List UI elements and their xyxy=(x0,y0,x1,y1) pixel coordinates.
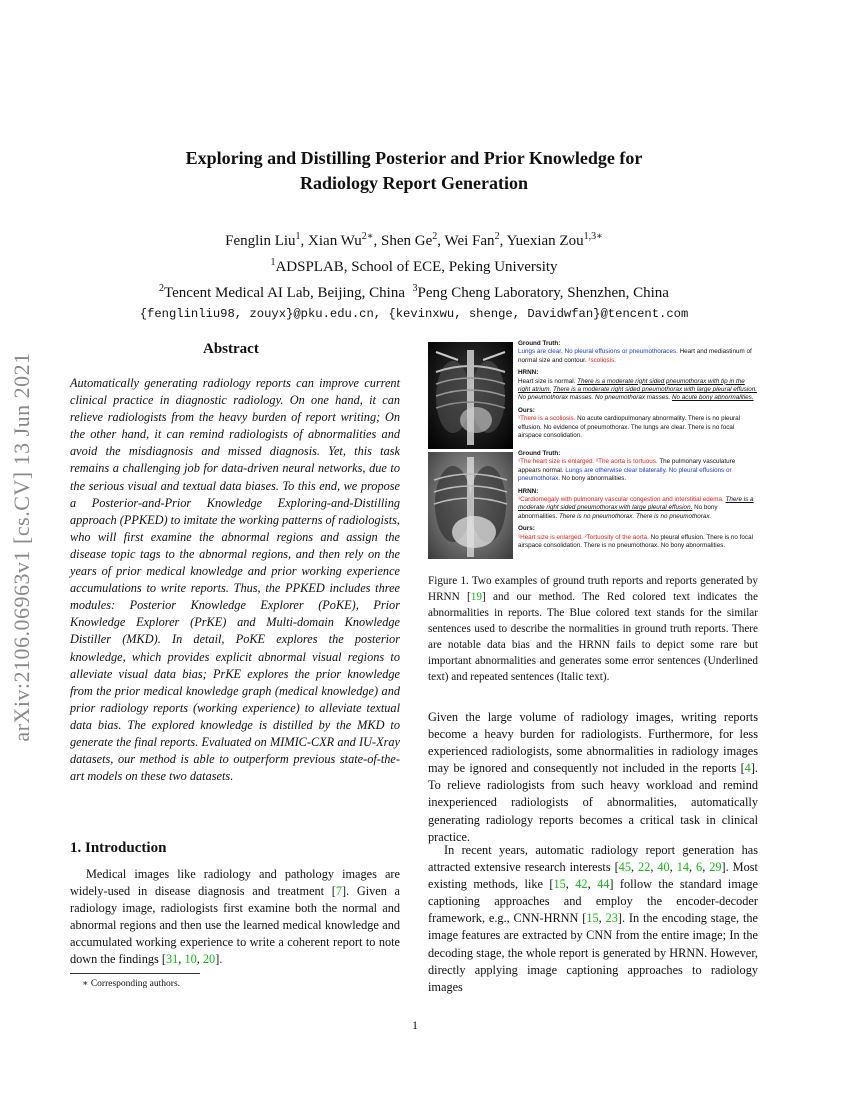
affiliation xyxy=(80,252,748,278)
paper-title xyxy=(120,146,708,196)
body-paragraph: In recent years, automatic radiology report generation has attracted extensive research interests [45, 22, 40, 14, 6, 29]. Most existing methods, like [15, 42, 44] follow the standard image captioning approaches and employ the encoder-decoder framework, e.g., CNN-HRNN [15, 23]. In the encoding stage, the image features are extracted by CNN from the entire image; In the decoding stage, the whole report is generated by HRNN. However, directly applying image captioning approaches to radiology images xyxy=(428,843,758,994)
normal-sentence: No pleural effusions or pneumothoraces. xyxy=(564,348,678,356)
report-label: Ground Truth: xyxy=(518,340,561,347)
citation-link[interactable]: 14 xyxy=(676,860,689,875)
affil-sup: 1 xyxy=(270,257,276,268)
citation-link[interactable]: 6 xyxy=(696,860,703,875)
author-name: Fenglin Liu xyxy=(225,233,296,249)
title-line: Exploring and Distilling Posterior and Prior Knowledge for xyxy=(185,148,643,168)
repeated-sentence: No pneumothorax masses. No pneumothorax masses. xyxy=(518,394,671,402)
text-span: ] follow the standard image captioning approaches and employ the encoder-decoder framework, e.g., CNN-HRNN [ xyxy=(428,877,758,926)
error-sentence: There is a moderate right sided pneumothorax with large pleural effusion. xyxy=(518,496,754,512)
citation-link[interactable]: 45 xyxy=(618,860,631,875)
error-sentence: No acute bony abnormalities. xyxy=(672,394,754,402)
affil-sup: 3 xyxy=(412,283,418,294)
repeated-sentence: There is no pneumothorax. There is no pneumothorax. xyxy=(558,512,712,520)
affiliation-text: ADSPLAB, School of ECE, Peking University xyxy=(275,259,558,275)
report-label: HRNN: xyxy=(518,369,539,377)
citation-link[interactable]: 42 xyxy=(575,877,588,892)
text-span: ]. In the encoding stage, the image features are extracted by CNN from the entire image; In the decoding stage, the whole report is generated by HRNN. However, directly applying image captioning approaches to radiology images xyxy=(428,911,758,994)
example-2-reports xyxy=(518,450,758,550)
text-span: In recent years, automatic radiology report generation has attracted extensive research interests [ xyxy=(428,843,758,875)
citation-link[interactable]: 10 xyxy=(184,952,197,967)
abnormal-sentence: ¹Cardiomegaly with pulmonary vascular congestion and interstitial edema. xyxy=(518,496,724,504)
author-affil-sup: 2∗ xyxy=(361,231,374,242)
author-affil-sup: 1 xyxy=(295,231,301,242)
abnormal-sentence: ¹The heart size is enlarged. xyxy=(518,458,595,466)
citation-link[interactable]: 4 xyxy=(744,761,751,776)
report-label: Ground Truth: xyxy=(518,450,561,457)
title-line: Radiology Report Generation xyxy=(300,173,528,193)
citation-link[interactable]: 7 xyxy=(335,884,342,899)
normal-sentence: Lungs are otherwise clear bilaterally. No pleural effusions or pneumothorax. xyxy=(518,466,732,483)
abnormal-sentence: ¹scoliosis. xyxy=(588,356,617,364)
normal-sentence: Lungs are clear. xyxy=(518,348,563,356)
report-text: No bony abnormalities. xyxy=(561,475,627,483)
report-text: Heart size is normal. xyxy=(518,377,576,385)
citation-link[interactable]: 20 xyxy=(202,952,216,967)
author-list: Fenglin Liu$^1$, Xian $Wu^{2∗}$, Shen Ge$^2$, Wei Fan$^2$, Yuexian Zou$^{1,3∗}$ xyxy=(225,231,603,249)
text-span: ]. xyxy=(215,952,223,967)
author-name: Yuexian Zou xyxy=(506,233,584,249)
text-span: Given the large volume of radiology images, writing reports become a heavy burden for radiologists. Furthermore, for less experienced radiologists, some abnormalities in radiology images may be ignored and consequently not included in the reports [ xyxy=(428,710,758,776)
report-text: No bony abnormalities. xyxy=(518,504,718,520)
citation-link[interactable]: 22 xyxy=(638,860,651,875)
report-label: Ours: xyxy=(518,525,535,533)
citation-link[interactable]: 40 xyxy=(657,860,670,875)
abstract-text: Automatically generating radiology reports can improve current clinical practice in diagnostic radiology. On one hand, it can relieve radiologists from the heavy burden of report writing; On the other hand, it can remind radiologists of abnormalities and avoid the misdiagnosis and missed diagnosis. Yet, this task remains a challenging job for data-driven neural networks, due to the serious visual and textual data biases. To this end, we propose a Posterior-and-Prior Knowledge Exploring-and-Distilling approach (PPKED) to imitate the working patterns of radiologists, who will first examine the abnormal regions and assign the disease topic tags to the abnormal regions, and then rely on the years of prior medical knowledge and prior working experience accumulations to write reports. Thus, the PPKED includes three modules: Posterior Knowledge Explorer (PoKE), Prior Knowledge Explorer (PrKE) and Multi-domain Knowledge Distiller (MKD). In detail, PoKE explores the posterior knowledge, which provides explicit abnormal visual regions to alleviate visual data bias; PrKE explores the prior knowledge from the prior medical knowledge graph (medical knowledge) and prior radiology reports (working experience) to alleviate textual data bias. The explored knowledge is distilled by the MKD to generate the final reports. Evaluated on MIMIC-CXR and IU-Xray datasets, our method is able to outperform previous state-of-the-art models on these two datasets. xyxy=(70,376,400,784)
citation-link[interactable]: 29 xyxy=(709,860,722,875)
abnormal-sentence: ¹Heart size is enlarged. xyxy=(518,533,583,541)
text-span: ] and our method. The Red colored text indicates the abnormalities in reports. The Blue colored text stands for the similar sentences used to describe the normalities in ground truth reports. There are notable data bias and the HRNN fails to depict some rare but important abnormalities and generates some error sentences (Underlined text) and repeated sentences (Italic text). xyxy=(428,591,758,683)
author-emails: {fenglinliu98, zouyx}@pku.edu.cn, {kevinxwu, shenge, Davidwfan}@tencent.com xyxy=(139,307,689,321)
report-label: HRNN: xyxy=(518,487,539,495)
author-affil-sup: 1,3∗ xyxy=(583,231,603,242)
arxiv-identifier: arXiv:2106.06963v1 [cs.CV] 13 Jun 2021 xyxy=(9,352,34,742)
body-paragraph xyxy=(428,709,758,846)
affiliation-text: Peng Cheng Laboratory, Shenzhen, China xyxy=(417,285,669,301)
abnormal-sentence: ²Tortuosity of the aorta. xyxy=(584,533,649,541)
author-affil-sup: 2 xyxy=(494,231,500,242)
citation-link[interactable]: 31 xyxy=(165,952,179,967)
chest-xray-image xyxy=(428,342,513,449)
report-label: Ours: xyxy=(518,406,535,414)
report-text: The pulmonary vasculature appears normal. xyxy=(518,458,736,474)
affiliation xyxy=(80,278,748,304)
figure-1 xyxy=(428,340,758,562)
abstract-heading: Abstract xyxy=(203,341,259,357)
citation-link[interactable]: 44 xyxy=(597,877,610,892)
text-span: ]. Given a radiology image, radiologists first examine both the normal and abnormal regions and then use the learned medical knowledge and accumulated working experience to write a coherent report to note down the findings [ xyxy=(70,884,400,967)
citation-link[interactable]: 23 xyxy=(605,911,618,926)
author-name: Wei Fan xyxy=(444,233,495,249)
chest-xray-image xyxy=(428,452,513,559)
intro-paragraph: Medical images like radiology and pathology images are widely-used in disease diagnosis and treatment [7]. Given a radiology image, radiologists first examine both the normal and abnormal regions and then use the learned medical knowledge and accumulated working experience to write a coherent report to note down the findings [31, 10, 20]. xyxy=(70,867,400,967)
example-1-reports xyxy=(518,340,758,440)
text-span: Medical images like radiology and pathology images are widely-used in disease diagnosis and treatment [ xyxy=(70,867,400,899)
citation-link[interactable]: 19 xyxy=(470,591,482,603)
report-text: Heart and mediastinum of normal size and contour. xyxy=(518,348,752,364)
text-span: ]. To relieve radiologists from such heavy workload and remind inexperienced radiologists of abnormalities, automatically generating radiology reports becomes a critical task in clinical practice. xyxy=(428,761,758,844)
affil-sup: 2 xyxy=(159,283,165,294)
author-name: Shen Ge xyxy=(381,233,433,249)
figure-caption xyxy=(428,573,758,685)
author-name: Xian Wu xyxy=(308,233,362,249)
citation-link[interactable]: 15 xyxy=(586,911,599,926)
abnormal-sentence: ¹There is a scoliosis. xyxy=(518,415,576,423)
error-sentence: There is a moderate right sided pneumothorax with tip in the right atrium. xyxy=(518,377,745,394)
page-number: 1 xyxy=(412,1018,418,1032)
report-text: No acute cardiopulmonary abnormality. There is no pleural effusion. No evidence of pneumothorax. The lungs are clear. There is no focal airspace consolidation. xyxy=(518,415,741,440)
footnote: ∗ Corresponding authors. xyxy=(82,979,181,989)
abnormal-sentence: ²The aorta is tortuous. xyxy=(596,458,658,466)
text-span: ]. Most existing methods, like [ xyxy=(428,860,758,892)
error-sentence: There is a moderate right sided pneumothorax with large pleural effusion. xyxy=(553,386,758,394)
text-span: Figure 1. Two examples of ground truth reports and reports generated by HRNN [ xyxy=(428,575,758,603)
author-affil-sup: 2 xyxy=(432,231,438,242)
citation-link[interactable]: 15 xyxy=(553,877,566,892)
author-block xyxy=(80,226,748,325)
report-text: No pleural effusion. There is no focal airspace consolidation. There is no pneumothorax. No bony abnormalities. xyxy=(518,533,753,550)
affiliation-text: Tencent Medical AI Lab, Beijing, China xyxy=(164,285,405,301)
section-heading: 1. Introduction xyxy=(70,840,167,856)
footnote-divider xyxy=(70,973,200,974)
